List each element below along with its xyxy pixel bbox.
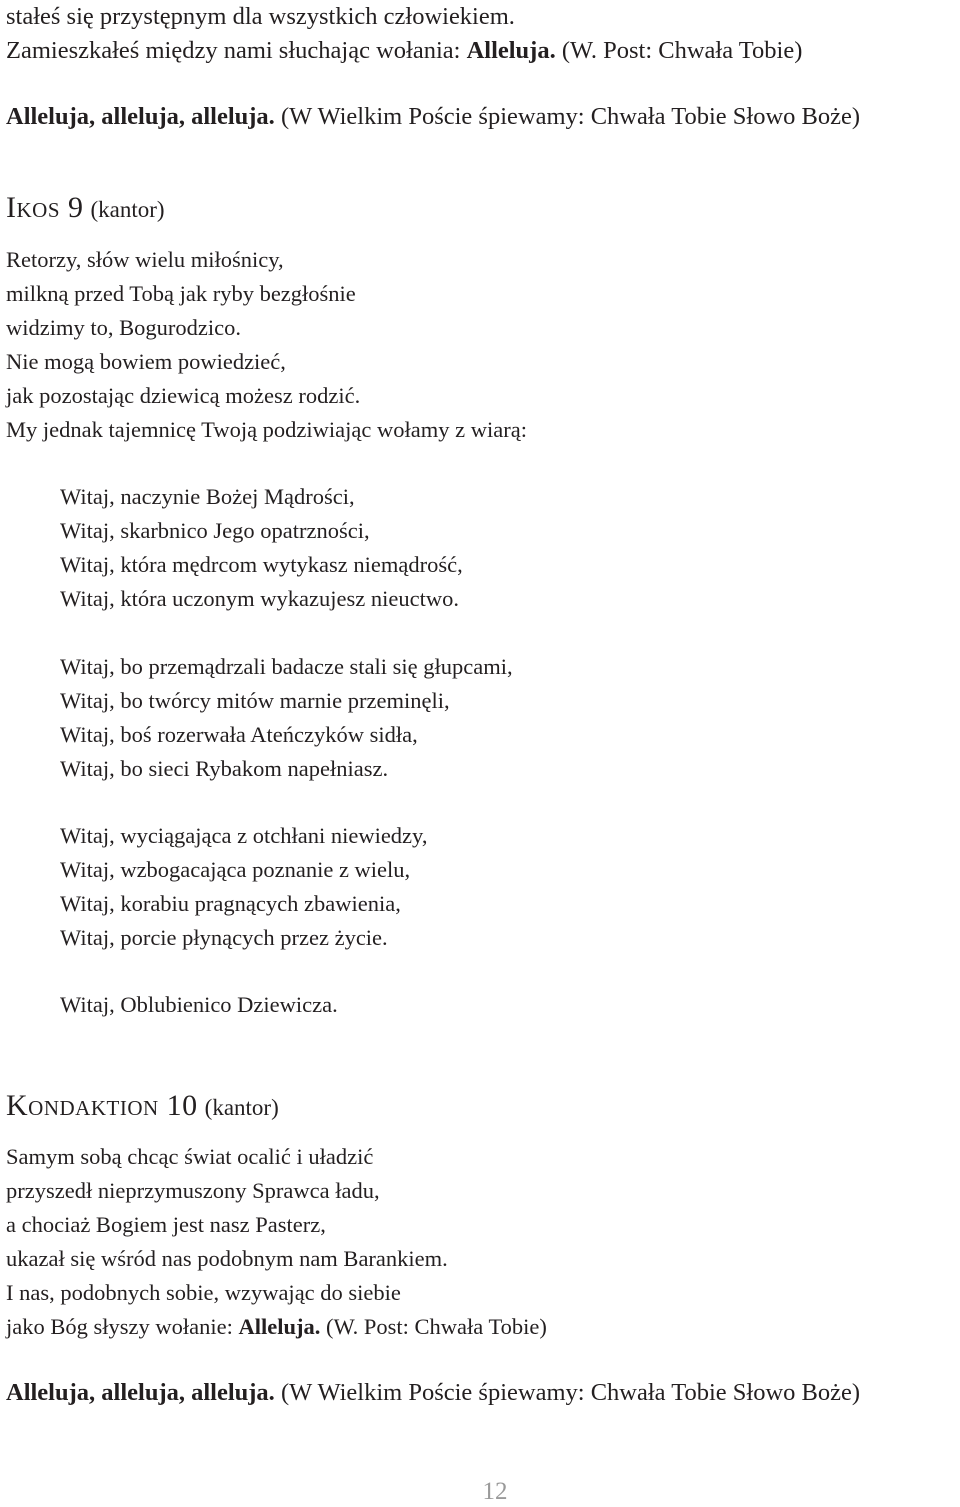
intro-refrain-bold: Alleluja, alleluja, alleluja. bbox=[6, 103, 275, 130]
kondaktion-line-2: przyszedł nieprzymuszony Sprawca ładu, bbox=[6, 1178, 380, 1203]
stanza3-line-1: Witaj, wyciągająca z otchłani niewiedzy, bbox=[60, 823, 428, 848]
ikos-line-6: My jednak tajemnicę Twoją podziwiając wołamy z wiarą: bbox=[6, 417, 527, 442]
ikos-line-2: milkną przed Tobą jak ryby bezgłośnie bbox=[6, 281, 356, 306]
kondaktion-line-6 bbox=[6, 1312, 547, 1342]
intro-line-2-note: (W. Post: Chwała Tobie) bbox=[555, 37, 803, 64]
ikos-line-1: Retorzy, słów wielu miłośnicy, bbox=[6, 247, 284, 272]
kondaktion-alleluja: Alleluja. bbox=[238, 1314, 321, 1339]
stanza1-line-2: Witaj, skarbnico Jego opatrzności, bbox=[60, 518, 370, 543]
ikos-final-line: Witaj, Oblubienico Dziewicza. bbox=[60, 992, 338, 1017]
stanza2-line-3: Witaj, boś rozerwała Ateńczyków sidła, bbox=[60, 722, 418, 747]
stanza3-line-4: Witaj, porcie płynących przez życie. bbox=[60, 925, 388, 950]
intro-refrain bbox=[6, 102, 860, 132]
intro-alleluja: Alleluja. bbox=[466, 37, 556, 64]
stanza2-line-1: Witaj, bo przemądrzali badacze stali się głupcami, bbox=[60, 654, 513, 679]
kondaktion-note: (kantor) bbox=[204, 1095, 279, 1120]
intro-refrain-note: (W Wielkim Poście śpiewamy: Chwała Tobie Słowo Boże) bbox=[274, 103, 861, 130]
stanza1-line-4: Witaj, która uczonym wykazujesz nieuctwo. bbox=[60, 586, 459, 611]
page-number: 12 bbox=[482, 1478, 508, 1505]
intro-line-1: stałeś się przystępnym dla wszystkich człowiekiem. bbox=[6, 3, 515, 30]
kondaktion-refrain-note: (W Wielkim Poście śpiewamy: Chwała Tobie Słowo Boże) bbox=[274, 1379, 861, 1406]
kondaktion-line-1: Samym sobą chcąc świat ocalić i uładzić bbox=[6, 1144, 374, 1169]
kondaktion-line-3: a chociaż Bogiem jest nasz Pasterz, bbox=[6, 1212, 326, 1237]
kondaktion-line-5: I nas, podobnych sobie, wzywając do siebie bbox=[6, 1280, 401, 1305]
kondaktion-line-4: ukazał się wśród nas podobnym nam Barankiem. bbox=[6, 1246, 448, 1271]
kondaktion-last-note: (W. Post: Chwała Tobie) bbox=[320, 1314, 547, 1339]
kondaktion-title: Kondaktion 10 bbox=[6, 1089, 198, 1122]
ikos-line-4: Nie mogą bowiem powiedzieć, bbox=[6, 349, 286, 374]
intro-line-2 bbox=[6, 36, 802, 66]
ikos-line-5: jak pozostając dziewicą możesz rodzić. bbox=[6, 383, 361, 408]
ikos-note: (kantor) bbox=[90, 197, 165, 222]
kondaktion-last-text: jako Bóg słyszy wołanie: bbox=[6, 1314, 239, 1339]
kondaktion-heading bbox=[6, 1089, 279, 1125]
kondaktion-refrain bbox=[6, 1378, 860, 1408]
stanza1-line-3: Witaj, która mędrcom wytykasz niemądrość, bbox=[60, 552, 463, 577]
stanza1-line-1: Witaj, naczynie Bożej Mądrości, bbox=[60, 484, 355, 509]
ikos-title: Ikos 9 bbox=[6, 191, 84, 224]
stanza3-line-2: Witaj, wzbogacająca poznanie z wielu, bbox=[60, 857, 411, 882]
kondaktion-refrain-bold: Alleluja, alleluja, alleluja. bbox=[6, 1379, 275, 1406]
intro-line-2-text: Zamieszkałeś między nami słuchając wołania: bbox=[6, 37, 467, 64]
ikos-heading bbox=[6, 191, 165, 227]
ikos-line-3: widzimy to, Bogurodzico. bbox=[6, 315, 241, 340]
stanza2-line-4: Witaj, bo sieci Rybakom napełniasz. bbox=[60, 756, 389, 781]
stanza2-line-2: Witaj, bo twórcy mitów marnie przeminęli, bbox=[60, 688, 450, 713]
stanza3-line-3: Witaj, korabiu pragnących zbawienia, bbox=[60, 891, 401, 916]
